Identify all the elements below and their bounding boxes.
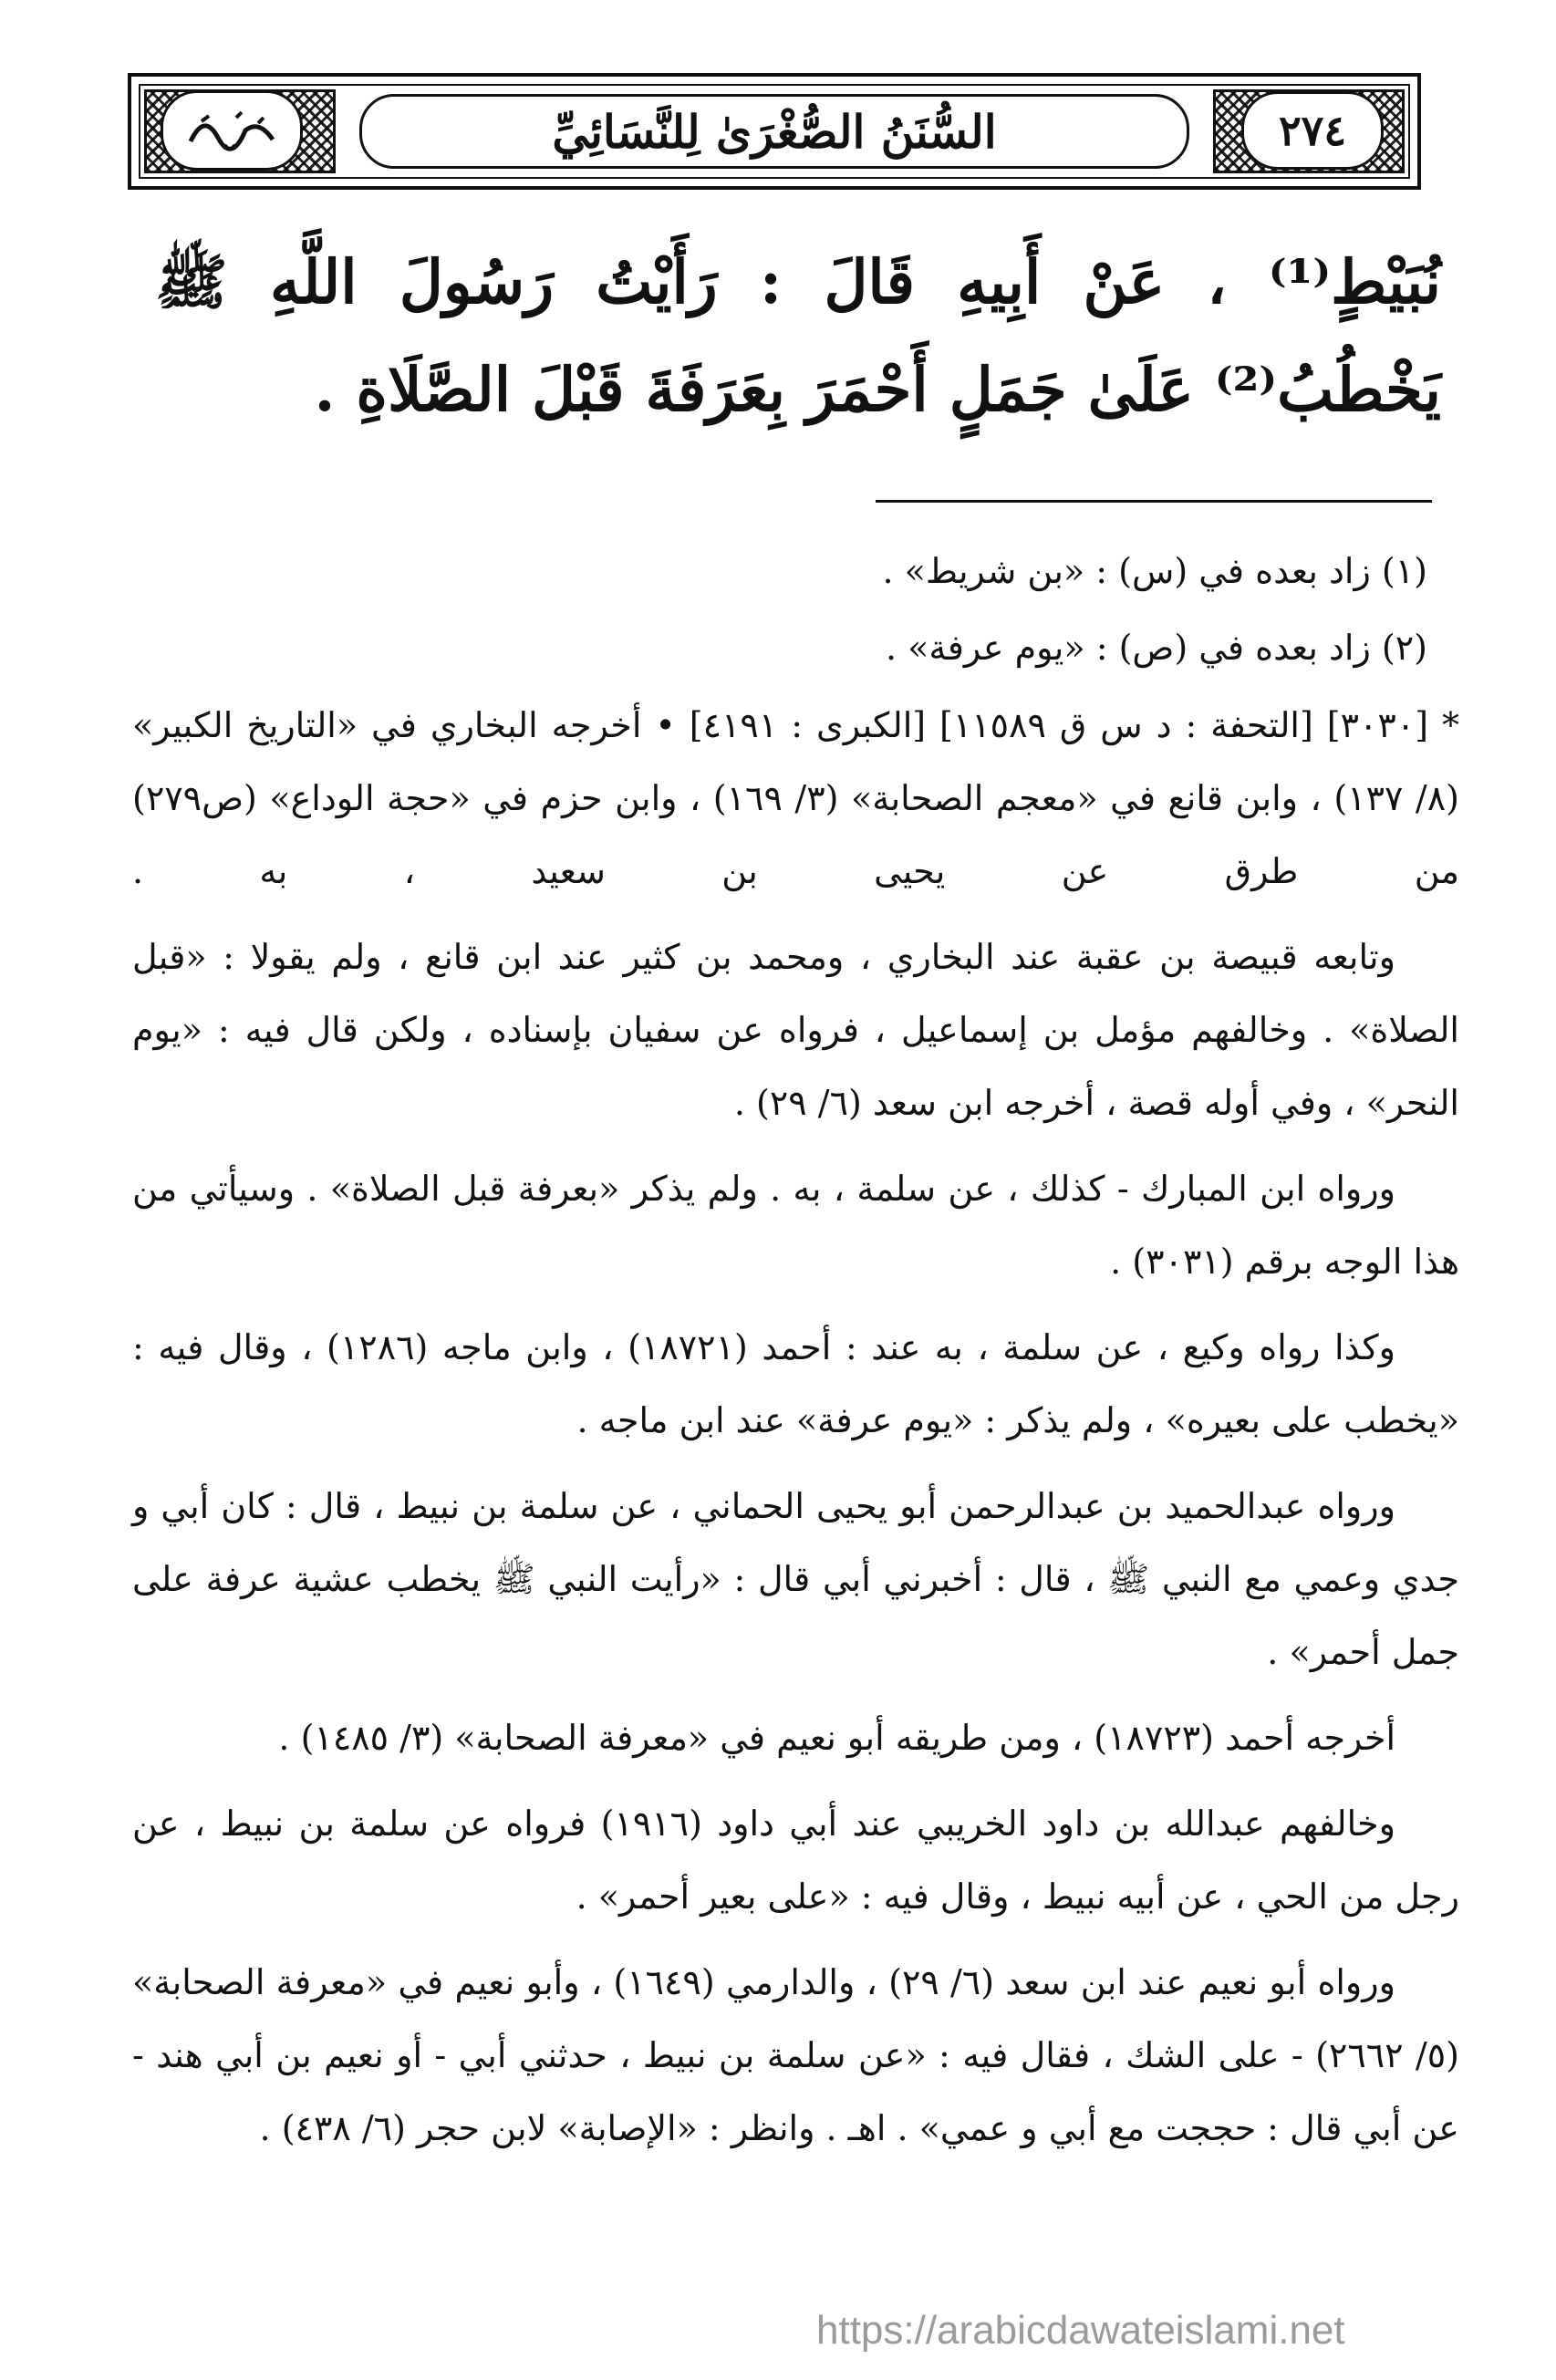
commentary-paragraph: ورواه عبدالحميد بن عبدالرحمن أبو يحيى الحماني ، عن سلمة بن نبيط ، قال : كان أبي و جدي وعمي مع النبي ﷺ ، قال : أخبرني أبي قال : «رأيت النبي ﷺ يخطب عشية عرفة على جمل أحمر» .	[132, 1486, 1459, 1672]
footnote-2: (٢) زاد بعده في (ص) : «يوم عرفة» .	[885, 628, 1427, 668]
takhrij-commentary	[132, 689, 1459, 2165]
page-number: ٢٧٤	[1241, 91, 1384, 170]
page-number-frame	[1235, 89, 1390, 171]
hadith-text: نُبَيْطٍ⁽¹⁾ ، عَنْ أَبِيهِ قَالَ : رَأَيْتُ رَسُولَ اللَّهِ ﷺ يَخْطُبُ⁽²⁾ عَلَىٰ جَمَلٍ أَحْمَرَ بِعَرَفَةَ قَبْلَ الصَّلَاةِ .	[155, 246, 1441, 425]
commentary-paragraph: وتابعه قبيصة بن عقبة عند البخاري ، ومحمد بن كثير عند ابن قانع ، ولم يقولا : «قبل الصلاة» . وخالفهم مؤمل بن إسماعيل ، فرواه عن سفيان بإسناده ، ولكن قال فيه : «يوم النحر» ، وفي أوله قصة ، أخرجه ابن سعد (٦/ ٢٩) .	[132, 937, 1459, 1123]
commentary-paragraph: ورواه أبو نعيم عند ابن سعد (٦/ ٢٩) ، والدارمي (١٦٤٩) ، وأبو نعيم في «معرفة الصحابة» (٥/ ٢٦٦٢) - على الشك ، فقال فيه : «عن سلمة بن نبيط ، حدثني أبي - أو نعيم بن أبي هند - عن أبي قال : حججت مع أبي و عمي» . اهـ . وانظر : «الإصابة» لابن حجر (٦/ ٤٣٨) .	[132, 1962, 1459, 2148]
title-cartouche	[359, 94, 1189, 169]
logo-seal	[161, 90, 303, 171]
logo-frame	[159, 89, 305, 171]
footnote-1: (١) زاد بعده في (س) : «بن شريط» .	[882, 551, 1427, 591]
commentary-paragraph: أخرجه أحمد (١٨٧٢٣) ، ومن طريقه أبو نعيم في «معرفة الصحابة» (٣/ ١٤٨٥) .	[278, 1718, 1395, 1758]
source-watermark: https://arabicdawateislami.net	[816, 2308, 1345, 2353]
commentary-paragraph: وخالفهم عبدالله بن داود الخريبي عند أبي داود (١٩١٦) فرواه عن سلمة بن نبيط ، عن رجل من الحي ، عن أبيه نبيط ، وقال فيه : «على بعير أحمر» .	[132, 1803, 1459, 1917]
takhrij-heading-paragraph: * [٣٠٣٠] [التحفة : د س ق ١١٥٨٩] [الكبرى : ٤١٩١] • أخرجه البخاري في «التاريخ الكبير» (٨/ ١٣٧) ، وابن قانع في «معجم الصحابة» (٣/ ١٦٩) ، وابن حزم في «حجة الوداع» (ص٢٧٩) من طرق عن يحيى بن سعيد ، به .	[132, 705, 1460, 891]
page-header	[128, 73, 1421, 190]
mujtaba-calligraphy-logo	[182, 103, 282, 158]
commentary-paragraph: ورواه ابن المبارك - كذلك ، عن سلمة ، به . ولم يذكر «بعرفة قبل الصلاة» . وسيأتي من هذا الوجه برقم (٣٠٣١) .	[132, 1169, 1459, 1282]
footnotes	[155, 533, 1427, 686]
book-title: السُّنَنُ الصُّغْرَىٰ لِلنَّسَائِيِّ	[552, 104, 997, 159]
footnote-separator	[876, 500, 1432, 503]
commentary-paragraph: وكذا رواه وكيع ، عن سلمة ، به عند : أحمد (١٨٧٢١) ، وابن ماجه (١٢٨٦) ، وقال فيه : «يخطب على بعيره» ، ولم يذكر : «يوم عرفة» عند ابن ماجه .	[132, 1327, 1459, 1440]
